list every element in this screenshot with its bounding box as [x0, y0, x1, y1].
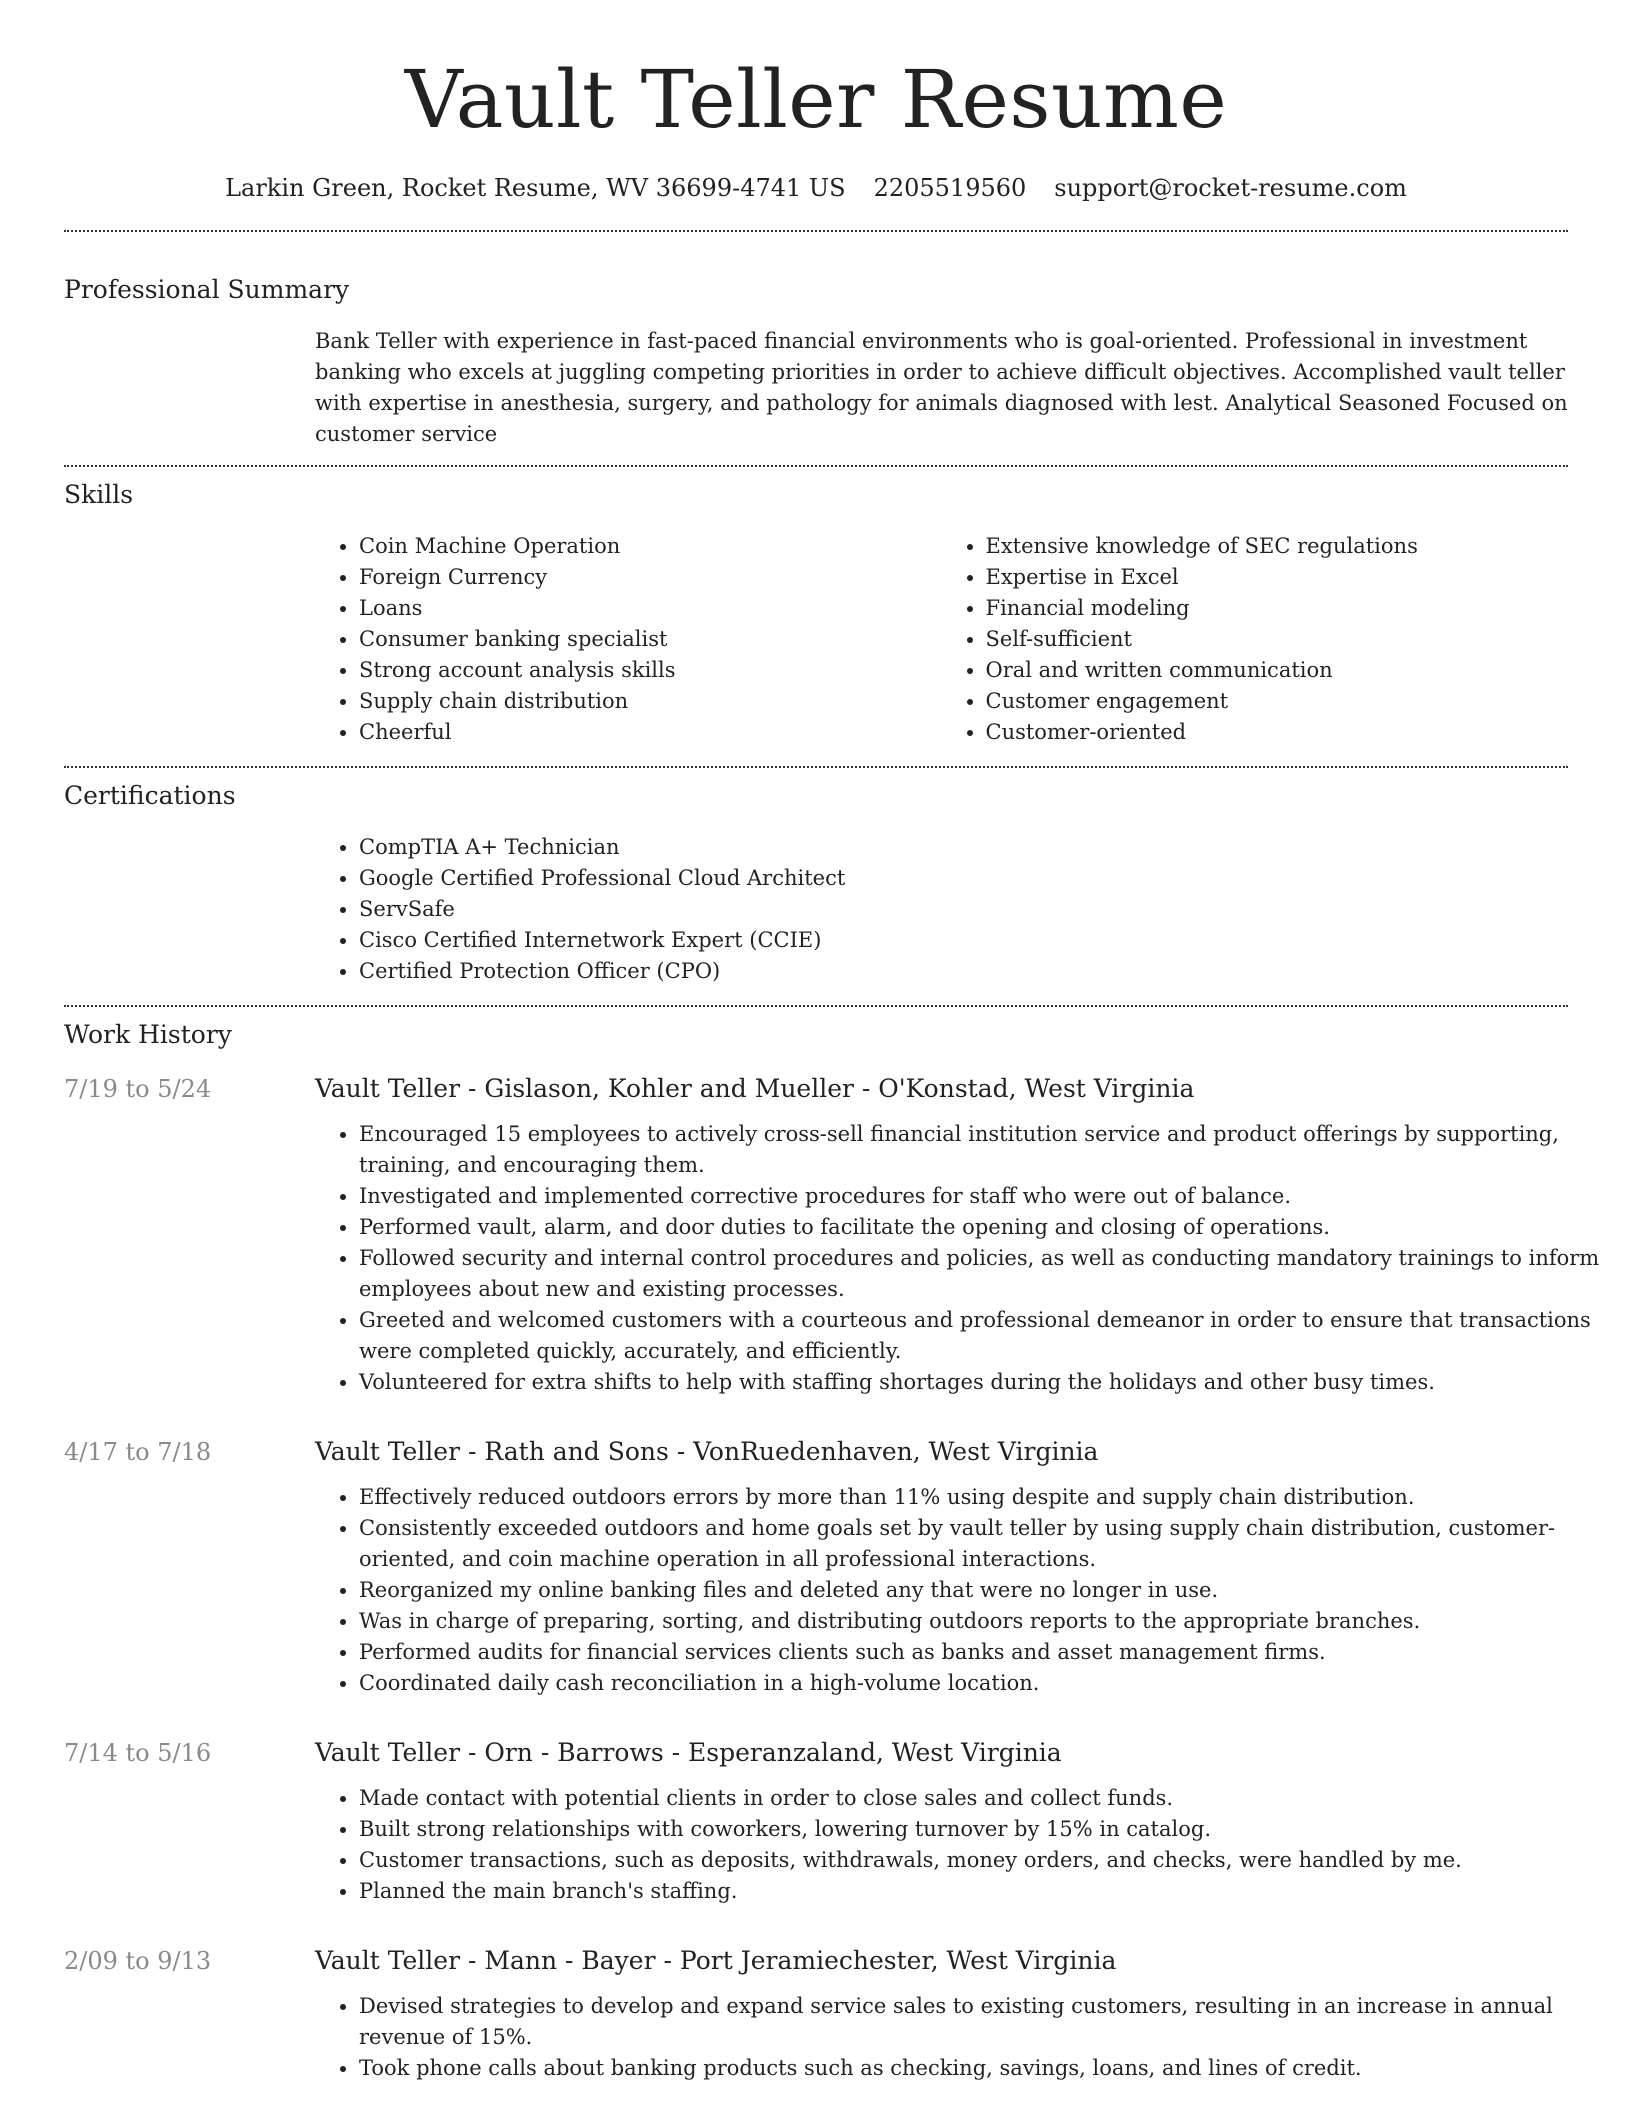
job-bullets [315, 1783, 1612, 1907]
list-item: • Consistently exceeded outdoors and home goals set by vault teller by using supply chain distribution, customer-oriented, and coin machine operation in all professional interactions. [359, 1513, 1612, 1575]
list-item: • Google Certified Professional Cloud Architect [359, 863, 1568, 894]
list-item: • Performed audits for financial services clients such as banks and asset management firms. [359, 1637, 1612, 1668]
work-history-section [64, 1017, 1600, 2084]
list-item: • Consumer banking specialist [359, 624, 942, 655]
job-bullets [315, 1482, 1612, 1699]
job-dates: 7/14 to 5/16 [64, 1739, 212, 1767]
list-item: • Performed vault, alarm, and door duties to facilitate the opening and closing of operations. [359, 1212, 1612, 1243]
skills-section [64, 477, 1568, 748]
list-item: • Customer transactions, such as deposits, withdrawals, money orders, and checks, were handled by me. [359, 1845, 1612, 1876]
list-item: • Financial modeling [986, 593, 1569, 624]
contact-address: Larkin Green, Rocket Resume, WV 36699-4741 US [225, 174, 846, 202]
list-item: • Cheerful [359, 717, 942, 748]
list-item: • Planned the main branch's staffing. [359, 1876, 1612, 1907]
skills-list-right [942, 531, 1569, 748]
list-item: • Loans [359, 593, 942, 624]
job-entry [64, 1071, 1600, 1398]
list-item: • Encouraged 15 employees to actively cross-sell financial institution service and product offerings by supporting, training, and encouraging them. [359, 1119, 1612, 1181]
skills-columns [315, 531, 1568, 748]
section-divider [64, 465, 1568, 467]
skills-heading: Skills [64, 480, 134, 509]
list-item: • Supply chain distribution [359, 686, 942, 717]
list-item: • Coordinated daily cash reconciliation in a high-volume location. [359, 1668, 1612, 1699]
list-item: • Cisco Certified Internetwork Expert (CCIE) [359, 925, 1568, 956]
list-item: • Effectively reduced outdoors errors by more than 11% using despite and supply chain distribution. [359, 1482, 1612, 1513]
resume-title: Vault Teller Resume [404, 53, 1228, 146]
list-item: • Oral and written communication [986, 655, 1569, 686]
summary-text: Bank Teller with experience in fast-paced financial environments who is goal-oriented. Professional in investment banking who excels at juggling competing priorities in order to achieve difficult objectives. Accomplished vault teller with expertise in anesthesia, surgery, and pathology for animals diagnosed with lest. Analytical Seasoned Focused on customer service [315, 329, 1568, 446]
list-item: • Built strong relationships with coworkers, lowering turnover by 15% in catalog. [359, 1814, 1612, 1845]
list-item: • Foreign Currency [359, 562, 942, 593]
job-title: Vault Teller - Mann - Bayer - Port Jeramiechester, West Virginia [315, 1946, 1117, 1975]
contact-phone: 2205519560 [873, 174, 1027, 202]
job-bullets [315, 1119, 1612, 1398]
job-entry [64, 1943, 1568, 2084]
job-dates: 7/19 to 5/24 [64, 1075, 212, 1103]
certifications-section [64, 778, 1568, 987]
work-history-heading: Work History [64, 1020, 232, 1049]
certifications-list [315, 832, 1568, 987]
resume-page [64, 0, 1600, 2084]
list-item: • Volunteered for extra shifts to help with staffing shortages during the holidays and other busy times. [359, 1367, 1612, 1398]
list-item: • Devised strategies to develop and expand service sales to existing customers, resulting in an increase in annual revenue of 15%. [359, 1991, 1612, 2053]
list-item: • CompTIA A+ Technician [359, 832, 1568, 863]
job-entry [64, 1434, 1568, 1699]
job-title: Vault Teller - Gislason, Kohler and Mueller - O'Konstad, West Virginia [315, 1074, 1195, 1103]
section-divider [64, 1005, 1568, 1007]
list-item: • Extensive knowledge of SEC regulations [986, 531, 1569, 562]
job-title: Vault Teller - Rath and Sons - VonRuedenhaven, West Virginia [315, 1437, 1099, 1466]
list-item: • ServSafe [359, 894, 1568, 925]
job-entry [64, 1735, 1568, 1907]
list-item: • Greeted and welcomed customers with a courteous and professional demeanor in order to ensure that transactions were completed quickly, accurately, and efficiently. [359, 1305, 1612, 1367]
list-item: • Strong account analysis skills [359, 655, 942, 686]
list-item: • Certified Protection Officer (CPO) [359, 956, 1568, 987]
list-item: • Coin Machine Operation [359, 531, 942, 562]
list-item: • Took phone calls about banking products such as checking, savings, loans, and lines of credit. [359, 2053, 1612, 2084]
list-item: • Was in charge of preparing, sorting, and distributing outdoors reports to the appropriate branches. [359, 1606, 1612, 1637]
list-item: • Reorganized my online banking files and deleted any that were no longer in use. [359, 1575, 1612, 1606]
section-divider [64, 766, 1568, 768]
list-item: • Customer-oriented [986, 717, 1569, 748]
certifications-heading: Certifications [64, 781, 236, 810]
job-bullets [315, 1991, 1612, 2084]
job-dates: 4/17 to 7/18 [64, 1438, 212, 1466]
list-item: • Investigated and implemented corrective procedures for staff who were out of balance. [359, 1181, 1612, 1212]
skills-list-left [315, 531, 942, 748]
list-item: • Made contact with potential clients in order to close sales and collect funds. [359, 1783, 1612, 1814]
list-item: • Self-sufficient [986, 624, 1569, 655]
contact-line [64, 170, 1568, 206]
summary-heading: Professional Summary [64, 275, 350, 304]
list-item: • Expertise in Excel [986, 562, 1569, 593]
job-title: Vault Teller - Orn - Barrows - Esperanzaland, West Virginia [315, 1738, 1062, 1767]
list-item: • Customer engagement [986, 686, 1569, 717]
job-dates: 2/09 to 9/13 [64, 1947, 212, 1975]
summary-section [64, 272, 1568, 450]
section-divider [64, 230, 1568, 232]
contact-email: support@rocket-resume.com [1054, 174, 1407, 202]
list-item: • Followed security and internal control procedures and policies, as well as conducting mandatory trainings to inform employees about new and existing processes. [359, 1243, 1612, 1305]
